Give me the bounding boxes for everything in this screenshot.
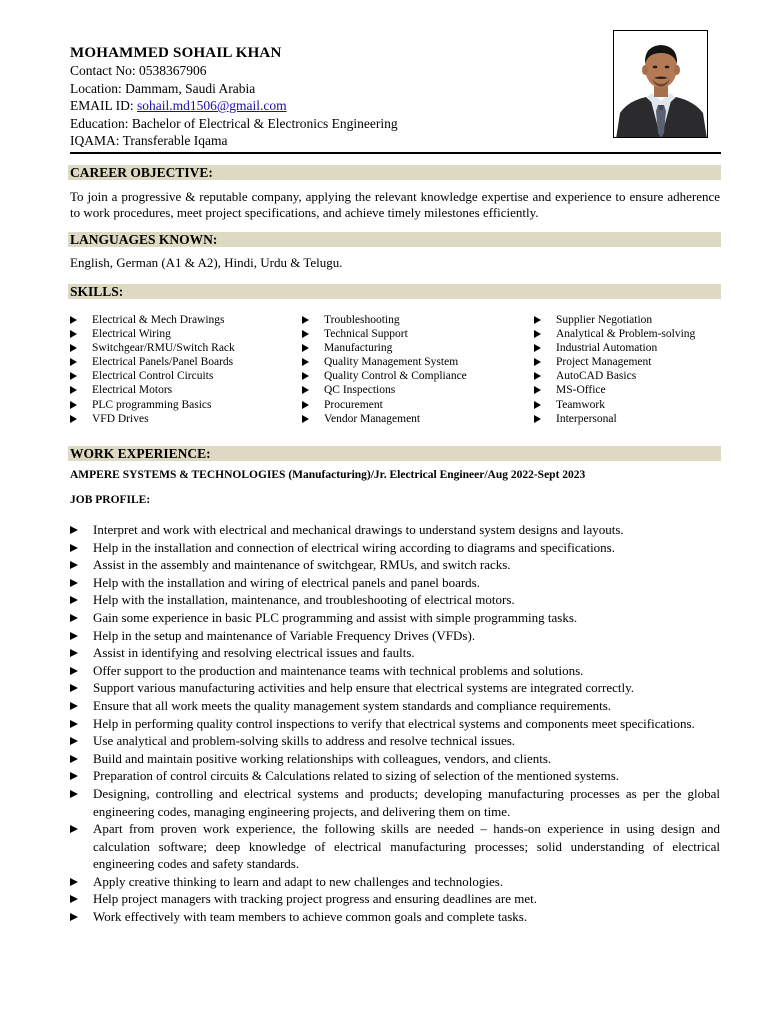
skills-heading: SKILLS: xyxy=(68,284,721,299)
arrowhead-bullet-icon xyxy=(70,614,78,622)
contact-block xyxy=(70,62,398,150)
arrowhead-bullet-icon xyxy=(70,720,78,728)
arrowhead-bullet-icon xyxy=(302,401,309,409)
skill-item xyxy=(70,355,235,369)
duty-item xyxy=(70,767,720,785)
arrowhead-bullet-icon xyxy=(70,913,78,921)
arrowhead-bullet-icon xyxy=(70,878,78,886)
duty-item xyxy=(70,732,720,750)
arrowhead-bullet-icon xyxy=(70,330,77,338)
duty-item-text: Help project managers with tracking project progress and ensuring deadlines are met. xyxy=(93,891,538,907)
skill-item-text: Electrical Panels/Panel Boards xyxy=(92,356,234,369)
skill-item xyxy=(302,327,467,341)
arrowhead-bullet-icon xyxy=(70,386,77,394)
duty-item xyxy=(70,574,720,592)
duty-item-text: Gain some experience in basic PLC programming and assist with simple programming tasks. xyxy=(93,609,578,625)
job-profile-label: JOB PROFILE: xyxy=(70,494,151,506)
skill-item xyxy=(70,313,235,327)
skills-column-3 xyxy=(534,313,695,426)
skill-item-text: VFD Drives xyxy=(92,412,149,425)
duty-item xyxy=(70,873,720,891)
skill-item-text: MS-Office xyxy=(556,384,606,397)
arrowhead-bullet-icon xyxy=(70,825,78,833)
arrowhead-bullet-icon xyxy=(534,386,541,394)
skill-item xyxy=(70,369,235,383)
skill-item-text: Electrical Motors xyxy=(92,384,173,397)
career-objective-text: To join a progressive & reputable company, applying the relevant knowledge expertise and experience to ensure adherence to work procedures, meet project specifications, and achieve timely milestones efficiently. xyxy=(70,189,720,220)
header-divider xyxy=(70,152,721,154)
arrowhead-bullet-icon xyxy=(70,561,78,569)
arrowhead-bullet-icon xyxy=(70,667,78,675)
skill-item-text: Troubleshooting xyxy=(324,314,400,326)
work-experience-heading: WORK EXPERIENCE: xyxy=(68,446,721,461)
arrowhead-bullet-icon xyxy=(70,895,78,903)
duty-item xyxy=(70,539,720,557)
arrowhead-bullet-icon xyxy=(534,330,541,338)
skill-item-text: Teamwork xyxy=(556,398,606,411)
duty-item xyxy=(70,556,720,574)
skill-item xyxy=(534,313,695,327)
arrowhead-bullet-icon xyxy=(70,544,78,552)
skill-item xyxy=(534,398,695,412)
skill-item-text: Manufacturing xyxy=(324,342,393,355)
duty-item xyxy=(70,785,720,820)
arrowhead-bullet-icon xyxy=(534,316,541,324)
career-objective-heading: CAREER OBJECTIVE: xyxy=(68,165,721,180)
arrowhead-bullet-icon xyxy=(70,358,77,366)
arrowhead-bullet-icon xyxy=(70,702,78,710)
skill-item-text: Supplier Negotiation xyxy=(556,314,653,326)
skill-item xyxy=(302,412,467,426)
duty-item-text: Help in the setup and maintenance of Variable Frequency Drives (VFDs). xyxy=(93,627,476,643)
skill-item xyxy=(70,398,235,412)
duty-item-text: Offer support to the production and maintenance teams with technical problems and solutions. xyxy=(93,662,584,678)
skill-item-text: Interpersonal xyxy=(556,412,617,425)
duty-item xyxy=(70,820,720,873)
skill-item-text: Project Management xyxy=(556,356,652,369)
arrowhead-bullet-icon xyxy=(534,344,541,352)
education: Education: Bachelor of Electrical & Electronics Engineering xyxy=(70,115,398,131)
skill-item-text: Switchgear/RMU/Switch Rack xyxy=(92,342,235,355)
skill-item xyxy=(534,412,695,426)
arrowhead-bullet-icon xyxy=(70,401,77,409)
skill-item-text: Technical Support xyxy=(324,328,408,341)
arrowhead-bullet-icon xyxy=(70,415,77,423)
arrowhead-bullet-icon xyxy=(70,372,77,380)
arrowhead-bullet-icon xyxy=(70,632,78,640)
duty-item xyxy=(70,609,720,627)
duty-item-text: Ensure that all work meets the quality management system standards and compliance requirements. xyxy=(93,697,612,713)
arrowhead-bullet-icon xyxy=(534,415,541,423)
skill-item xyxy=(302,398,467,412)
email-label: EMAIL ID: xyxy=(70,98,137,114)
duty-item-text: Help with the installation, maintenance, and troubleshooting of electrical motors. xyxy=(93,592,515,608)
arrowhead-bullet-icon xyxy=(70,649,78,657)
location: Location: Dammam, Saudi Arabia xyxy=(70,80,256,96)
duty-item-text: Designing, controlling and electrical systems and products; developing manufacturing processes as per the global engineering codes, managing engineering projects, and delivering them on time. xyxy=(93,785,720,819)
arrowhead-bullet-icon xyxy=(302,358,309,366)
skills-column-2 xyxy=(302,313,467,426)
duty-item-text: Apply creative thinking to learn and adapt to new challenges and technologies. xyxy=(93,873,504,889)
skill-item xyxy=(302,355,467,369)
skill-item-text: PLC programming Basics xyxy=(92,398,212,411)
arrowhead-bullet-icon xyxy=(302,316,309,324)
skill-item xyxy=(534,369,695,383)
duty-item xyxy=(70,715,720,733)
skill-item xyxy=(70,341,235,355)
skill-item xyxy=(534,383,695,397)
arrowhead-bullet-icon xyxy=(302,372,309,380)
arrowhead-bullet-icon xyxy=(70,579,78,587)
arrowhead-bullet-icon xyxy=(70,737,78,745)
languages-heading: LANGUAGES KNOWN: xyxy=(68,232,721,247)
duty-item-text: Support various manufacturing activities and help ensure that electrical systems are integrated correctly. xyxy=(93,680,634,696)
duty-item-text: Help with the installation and wiring of electrical panels and panel boards. xyxy=(93,574,480,590)
skill-item-text: AutoCAD Basics xyxy=(556,370,637,383)
duty-item-text: Interpret and work with electrical and mechanical drawings to understand system designs and layouts. xyxy=(93,522,624,537)
duty-item xyxy=(70,908,720,926)
skill-item-text: Electrical Control Circuits xyxy=(92,370,214,383)
skill-item-text: Electrical Wiring xyxy=(92,328,171,341)
duty-item-text: Assist in identifying and resolving electrical issues and faults. xyxy=(93,645,415,661)
skill-item-text: Vendor Management xyxy=(324,412,421,425)
skill-item xyxy=(302,383,467,397)
skill-item xyxy=(70,412,235,426)
duty-item xyxy=(70,521,720,539)
arrowhead-bullet-icon xyxy=(534,358,541,366)
arrowhead-bullet-icon xyxy=(70,772,78,780)
company-line: AMPERE SYSTEMS & TECHNOLOGIES (Manufacturing)/Jr. Electrical Engineer/Aug 2022-Sept 2023 xyxy=(70,469,586,481)
duty-item xyxy=(70,662,720,680)
arrowhead-bullet-icon xyxy=(70,755,78,763)
contact-number: Contact No: 0538367906 xyxy=(70,63,207,78)
duty-item-text: Apart from proven work experience, the following skills are needed – hands-on experience in using design and calculation software; deep knowledge of electrical manufacturing processes; solid understanding of electrical engineering codes and safety standards. xyxy=(93,821,720,872)
duty-item-text: Help in the installation and connection of electrical wiring according to diagrams and specifications. xyxy=(93,539,615,555)
job-duties-list xyxy=(70,521,720,926)
arrowhead-bullet-icon xyxy=(302,415,309,423)
skill-item-text: Quality Control & Compliance xyxy=(324,370,467,383)
arrowhead-bullet-icon xyxy=(70,316,77,324)
arrowhead-bullet-icon xyxy=(70,790,78,798)
skill-item xyxy=(534,355,695,369)
skill-item xyxy=(302,369,467,383)
duty-item xyxy=(70,697,720,715)
arrowhead-bullet-icon xyxy=(302,386,309,394)
skill-item xyxy=(302,313,467,327)
duty-item-text: Use analytical and problem-solving skills to address and resolve technical issues. xyxy=(93,733,516,749)
candidate-name: MOHAMMED SOHAIL KHAN xyxy=(70,45,282,61)
skill-item-text: Industrial Automation xyxy=(556,342,658,355)
email-row xyxy=(70,97,398,115)
duty-item-text: Help in performing quality control inspections to verify that electrical systems and components meet specifications. xyxy=(93,715,695,731)
skill-item xyxy=(70,327,235,341)
arrowhead-bullet-icon xyxy=(534,401,541,409)
skill-item xyxy=(534,327,695,341)
duty-item-text: Build and maintain positive working relationships with colleagues, vendors, and clients. xyxy=(93,750,552,766)
skills-column-1 xyxy=(70,313,235,426)
arrowhead-bullet-icon xyxy=(302,330,309,338)
arrowhead-bullet-icon xyxy=(534,372,541,380)
skill-item-text: Quality Management System xyxy=(324,356,459,369)
duty-item-text: Work effectively with team members to achieve common goals and complete tasks. xyxy=(93,909,528,925)
duty-item xyxy=(70,750,720,768)
arrowhead-bullet-icon xyxy=(302,344,309,352)
person-portrait-icon xyxy=(614,31,708,138)
duty-item xyxy=(70,679,720,697)
languages-text: English, German (A1 & A2), Hindi, Urdu & Telugu. xyxy=(70,255,343,270)
duty-item-text: Preparation of control circuits & Calculations related to sizing of selection of the mentioned systems. xyxy=(93,768,620,784)
skill-item xyxy=(302,341,467,355)
skill-item-text: Procurement xyxy=(324,398,383,411)
duty-item xyxy=(70,644,720,662)
skill-item-text: QC Inspections xyxy=(324,384,396,397)
arrowhead-bullet-icon xyxy=(70,344,77,352)
skill-item-text: Analytical & Problem-solving xyxy=(556,328,696,341)
skill-item xyxy=(534,341,695,355)
duty-item xyxy=(70,591,720,609)
arrowhead-bullet-icon xyxy=(70,596,78,604)
skill-item xyxy=(70,383,235,397)
email-link[interactable]: sohail.md1506@gmail.com xyxy=(137,98,287,114)
duty-item xyxy=(70,890,720,908)
duty-item-text: Assist in the assembly and maintenance of switchgear, RMUs, and switch racks. xyxy=(93,557,511,573)
profile-photo xyxy=(613,30,708,138)
skill-item-text: Electrical & Mech Drawings xyxy=(92,314,225,326)
arrowhead-bullet-icon xyxy=(70,526,78,534)
duty-item xyxy=(70,627,720,645)
iqama: IQAMA: Transferable Iqama xyxy=(70,133,228,149)
arrowhead-bullet-icon xyxy=(70,684,78,692)
